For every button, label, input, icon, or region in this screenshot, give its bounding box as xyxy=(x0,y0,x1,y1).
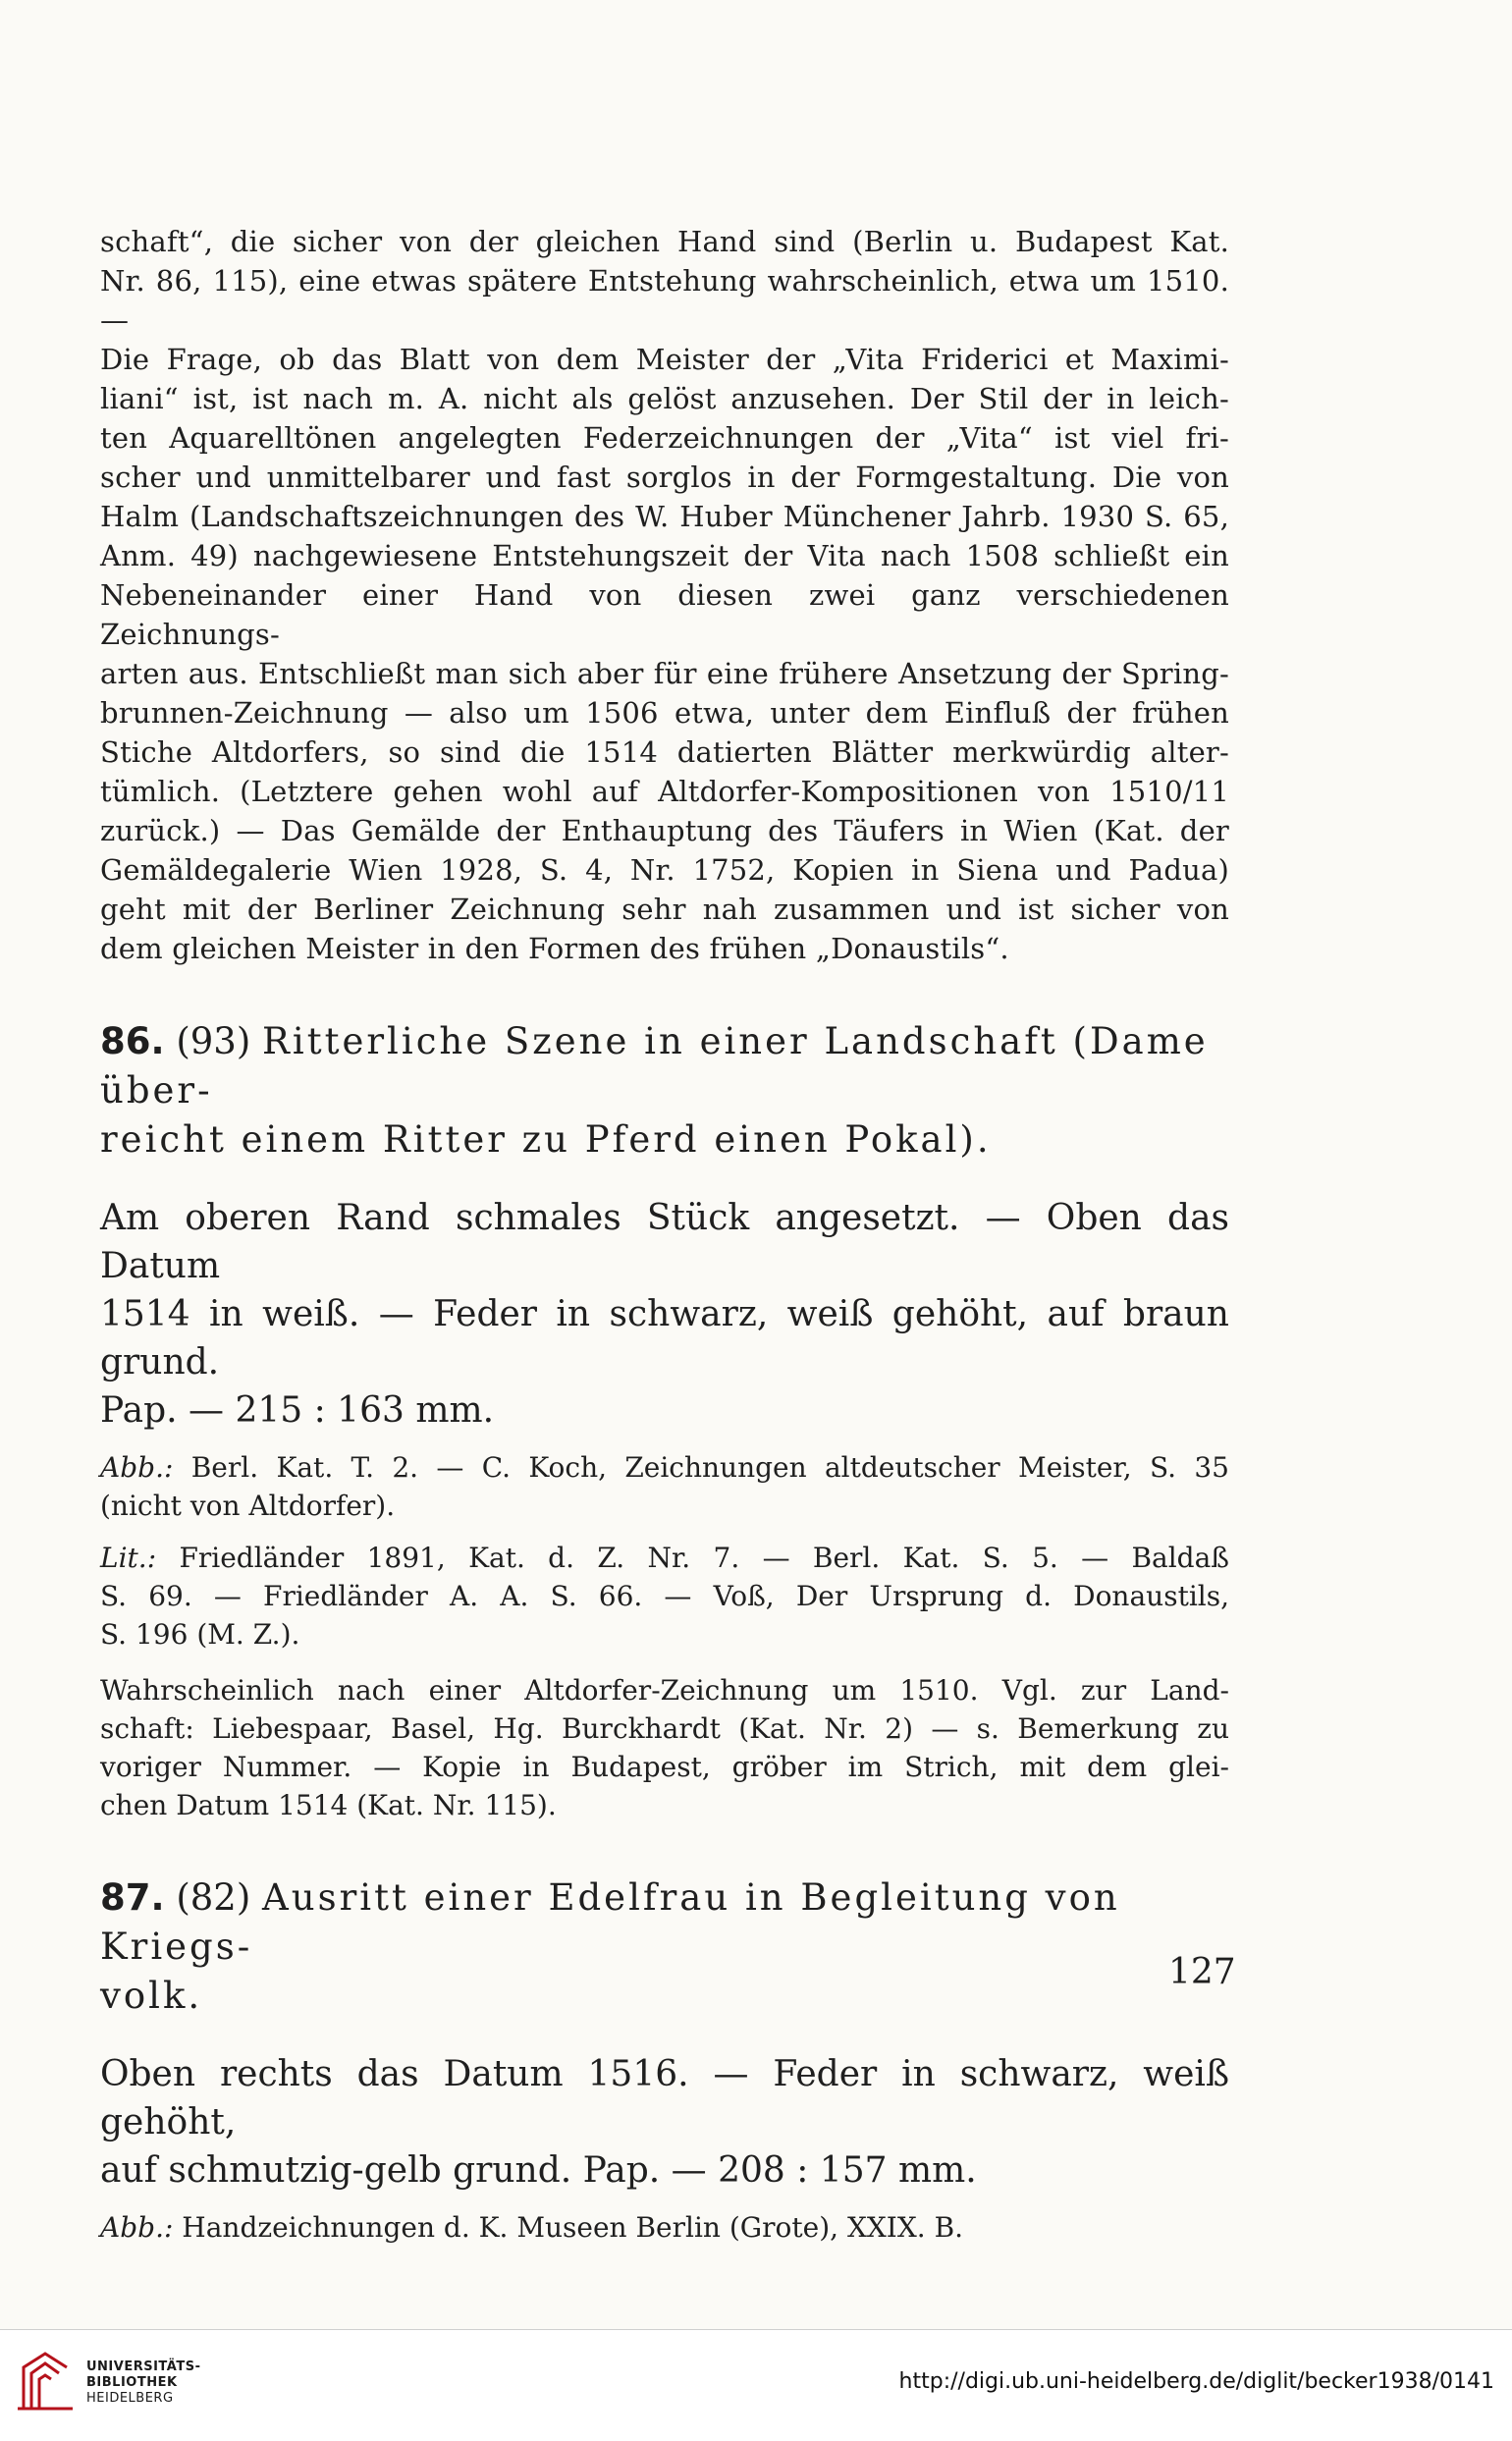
text-line: ten Aquarelltönen angelegten Federzeichnungen der „Vita“ ist viel fri- xyxy=(100,421,1229,455)
text-line: Nr. 86, 115), eine etwas spätere Entstehung wahrscheinlich, etwa um 1510. — xyxy=(100,264,1229,337)
library-line1: UNIVERSITÄTS- xyxy=(86,2360,201,2374)
source-url-link[interactable]: http://digi.ub.uni-heidelberg.de/diglit/becker1938/0141 xyxy=(898,2369,1494,2394)
text-line: schaft: Liebespaar, Basel, Hg. Burckhardt (Kat. Nr. 2) — s. Bemerkung zu xyxy=(100,1712,1229,1745)
text-line: Pap. — 215 : 163 mm. xyxy=(100,1390,495,1431)
page-content xyxy=(100,222,1229,2247)
text-line: zurück.) — Das Gemälde der Enthauptung des Täufers in Wien (Kat. der xyxy=(100,814,1229,847)
text-line: liani“ ist, ist nach m. A. nicht als gelöst anzusehen. Der Stil der in leich- xyxy=(100,382,1229,415)
text-line: scher und unmittelbarer und fast sorglos in der Formgestaltung. Die von xyxy=(100,461,1229,494)
text-line: auf schmutzig-gelb grund. Pap. — 208 : 157 mm. xyxy=(100,2150,977,2191)
text-line: arten aus. Entschließt man sich aber für eine frühere Ansetzung der Spring- xyxy=(100,657,1229,690)
text-line: Am oberen Rand schmales Stück angesetzt. — Oben das Datum xyxy=(100,1198,1229,1286)
entry-86-illustrations xyxy=(100,1448,1229,1525)
text-line: voriger Nummer. — Kopie in Budapest, gröber im Strich, mit dem glei- xyxy=(100,1751,1229,1783)
text-line: Gemäldegalerie Wien 1928, S. 4, Nr. 1752, Kopien in Siena und Padua) xyxy=(100,853,1229,887)
library-line3: HEIDELBERG xyxy=(86,2391,174,2406)
text-line xyxy=(100,1448,1229,1487)
abb-label: Abb.: xyxy=(100,1451,174,1484)
entry-86-literature xyxy=(100,1539,1229,1654)
text-line: S. 196 (M. Z.). xyxy=(100,1618,300,1651)
entry-86-ref: (93) xyxy=(176,1020,251,1062)
text-line: 1514 in weiß. — Feder in schwarz, weiß gehöht, auf braun grund. xyxy=(100,1294,1229,1383)
entry-87-number: 87. xyxy=(100,1876,165,1919)
text-line: Wahrscheinlich nach einer Altdorfer-Zeichnung um 1510. Vgl. zur Land- xyxy=(100,1674,1229,1707)
text-line: Halm (Landschaftszeichnungen des W. Huber Münchener Jahrb. 1930 S. 65, xyxy=(100,500,1229,533)
text-line: Die Frage, ob das Blatt von dem Meister der „Vita Friderici et Maximi- xyxy=(100,343,1229,376)
text-line: geht mit der Berliner Zeichnung sehr nah zusammen und ist sicher von xyxy=(100,893,1229,926)
entry-87-description xyxy=(100,2050,1229,2195)
page-number: 127 xyxy=(1168,1952,1236,1992)
lit-label: Lit.: xyxy=(100,1542,157,1574)
abb-label: Abb.: xyxy=(100,2211,174,2244)
text-line: tümlich. (Letztere gehen wohl auf Altdorfer-Kompositionen von 1510/11 xyxy=(100,775,1229,808)
entry-87-title-line2: volk. xyxy=(100,1975,203,2017)
footer-bar xyxy=(0,2329,1512,2441)
entry-87-ref: (82) xyxy=(176,1876,251,1919)
library-line2: BIBLIOTHEK xyxy=(86,2375,178,2390)
text-line: Stiche Altdorfers, so sind die 1514 datierten Blätter merkwürdig alter- xyxy=(100,735,1229,769)
entry-87-illustrations xyxy=(100,2208,1229,2247)
text-line xyxy=(100,2208,1229,2247)
entry-86-heading xyxy=(100,1017,1229,1165)
paragraph-continuation xyxy=(100,222,1229,968)
lit-text: Friedländer 1891, Kat. d. Z. Nr. 7. — Berl. Kat. S. 5. — Baldaß xyxy=(156,1542,1229,1574)
entry-86-title-line2: reicht einem Ritter zu Pferd einen Pokal). xyxy=(100,1118,992,1161)
library-name xyxy=(86,2360,200,2407)
text-line: chen Datum 1514 (Kat. Nr. 115). xyxy=(100,1789,557,1821)
entry-87-heading xyxy=(100,1873,1229,2021)
abb-text: Handzeichnungen d. K. Museen Berlin (Grote), XXIX. B. xyxy=(173,2211,964,2244)
text-line: Anm. 49) nachgewiesene Entstehungszeit der Vita nach 1508 schließt ein xyxy=(100,539,1229,572)
abb-text: Berl. Kat. T. 2. — C. Koch, Zeichnungen altdeutscher Meister, S. 35 xyxy=(173,1451,1229,1484)
text-line: Oben rechts das Datum 1516. — Feder in schwarz, weiß gehöht, xyxy=(100,2054,1229,2143)
text-line: S. 69. — Friedländer A. A. S. 66. — Voß, Der Ursprung d. Donaustils, xyxy=(100,1580,1229,1612)
entry-86-comment xyxy=(100,1671,1229,1824)
library-logo-icon[interactable] xyxy=(16,2350,75,2413)
text-line: schaft“, die sicher von der gleichen Hand sind (Berlin u. Budapest Kat. xyxy=(100,225,1229,258)
entry-87-title-line1: Ausritt einer Edelfrau in Begleitung von Kriegs- xyxy=(100,1876,1120,1968)
text-line: dem gleichen Meister in den Formen des frühen „Donaustils“. xyxy=(100,932,1009,965)
text-line: (nicht von Altdorfer). xyxy=(100,1490,396,1522)
entry-86-number: 86. xyxy=(100,1020,165,1062)
text-line: brunnen-Zeichnung — also um 1506 etwa, unter dem Einfluß der frühen xyxy=(100,696,1229,730)
entry-86-description xyxy=(100,1194,1229,1435)
text-line xyxy=(100,1539,1229,1577)
entry-86-title-line1: Ritterliche Szene in einer Landschaft (Dame über- xyxy=(100,1020,1209,1112)
text-line: Nebeneinander einer Hand von diesen zwei ganz verschiedenen Zeichnungs- xyxy=(100,578,1229,651)
